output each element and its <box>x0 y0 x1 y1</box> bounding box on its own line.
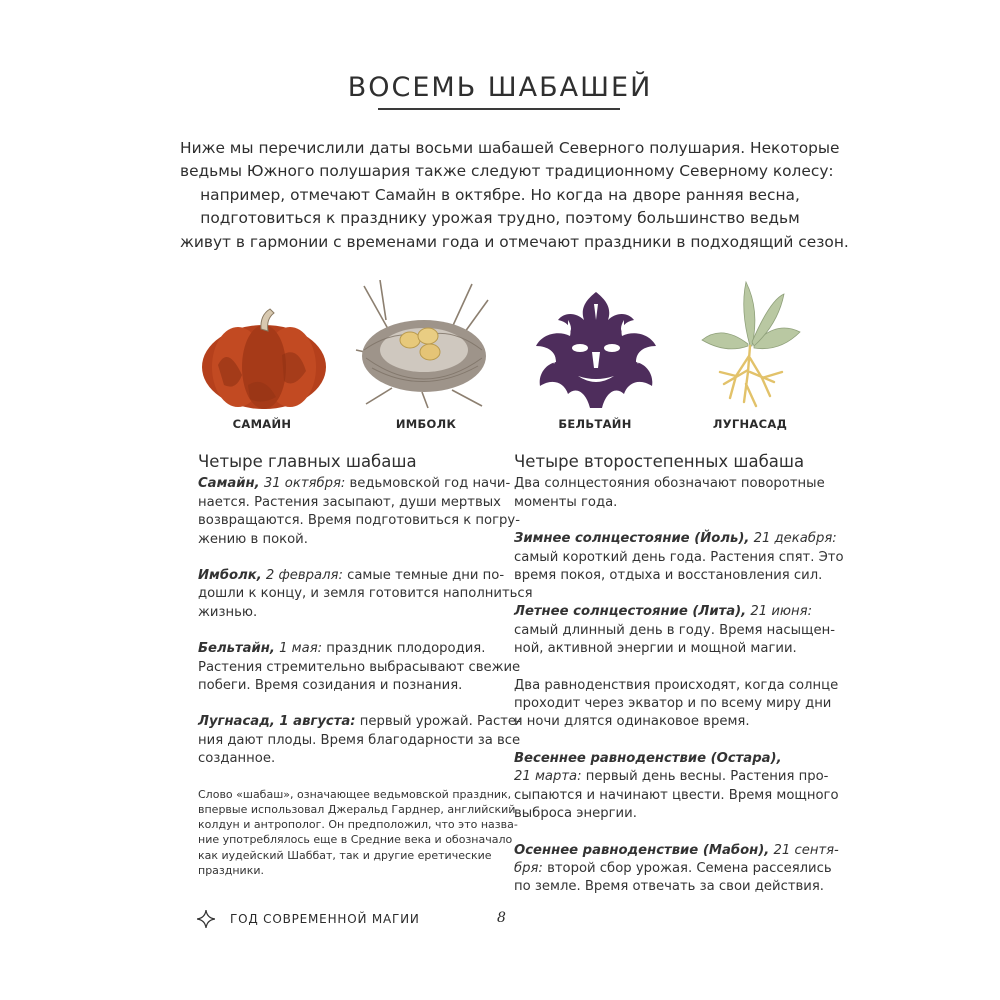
entry-text: самый длинный день в году. Время насыщен- <box>514 622 835 638</box>
illustration-label-imbolc: ИМБОЛК <box>395 417 457 431</box>
samhain-entry <box>198 475 520 549</box>
green-man-icon <box>528 290 664 410</box>
note-line: колдун и антрополог. Он предположил, что это назва- <box>198 818 518 832</box>
entry-text: праздник плодородия. <box>322 641 486 657</box>
lughnasadh-entry <box>198 713 521 768</box>
entry-text: ной, активной энергии и мощной магии. <box>514 641 797 657</box>
imbolc-entry <box>198 567 533 622</box>
intro-line: подготовиться к празднику урожая трудно, поэтому большинство ведьм <box>200 209 800 228</box>
entry-text: ведьмовской год начи- <box>345 476 511 492</box>
note-line: как иудейский Шаббат, так и другие еретические <box>198 848 492 862</box>
entry-text: Два солнцестояния обозначают поворотные <box>514 476 825 492</box>
nest-icon <box>352 280 494 410</box>
entry-term: Зимнее солнцестояние (Йоль), <box>514 531 750 547</box>
entry-term: Бельтайн, <box>198 641 275 657</box>
title-underline <box>378 108 620 110</box>
minor-sabbaths-column <box>514 452 844 915</box>
entry-text: первый день весны. Растения про- <box>581 769 829 785</box>
entry-term: Весеннее равноденствие (Остара), <box>514 750 782 766</box>
sabbath-word-note <box>198 787 518 878</box>
major-sabbaths-column <box>198 452 533 878</box>
pumpkin-icon <box>198 305 330 413</box>
ostara-entry <box>514 750 839 824</box>
beltane-entry <box>198 640 521 695</box>
entry-date: 21 сентя- <box>769 842 839 858</box>
note-line: праздники. <box>198 863 264 877</box>
entry-text: время покоя, отдыха и восстановления сил. <box>514 568 823 584</box>
entry-text: жизнью. <box>198 604 258 620</box>
page-title: ВОСЕМЬ ШАБАШЕЙ <box>347 72 653 103</box>
entry-date: 2 февраля: <box>261 568 343 584</box>
entry-date: 21 декабря: <box>749 531 837 547</box>
entry-text: созданное. <box>198 751 276 767</box>
entry-term: Лугнасад, 1 августа: <box>198 714 356 730</box>
entry-date: 21 марта: <box>514 769 582 785</box>
entry-text: нается. Растения засыпают, души мертвых <box>198 494 501 510</box>
note-line: Слово «шабаш», означающее ведьмовской праздник, <box>198 787 512 801</box>
entry-text: по земле. Время отвечать за свои действия. <box>514 879 824 895</box>
sparkle-icon <box>197 910 215 928</box>
page-footer <box>0 910 1000 930</box>
root-plant-icon <box>700 280 804 410</box>
illustration-label-samhain: САМАЙН <box>232 417 292 431</box>
entry-text: проходит через экватор и по всему миру дни <box>514 696 832 712</box>
entry-text: Два равноденствия происходят, когда солнце <box>514 677 839 693</box>
entry-text: самый короткий день года. Растения спят. Это <box>514 549 844 565</box>
entry-text: Растения стремительно выбрасывают свежие <box>198 659 521 675</box>
entry-date: 21 июня: <box>746 604 813 620</box>
entry-text: возвращаются. Время подготовиться к погру- <box>198 513 520 529</box>
entry-date: бря: <box>514 860 543 876</box>
mabon-entry <box>514 842 839 897</box>
intro-line: Ниже мы перечислили даты восьми шабашей Северного полушария. Некоторые <box>180 139 840 157</box>
book-title: ГОД СОВРЕМЕННОЙ МАГИИ <box>230 912 420 926</box>
entry-text: побеги. Время созидания и познания. <box>198 678 463 694</box>
note-line: впервые использовал Джеральд Гарднер, английский <box>198 802 516 816</box>
entry-term: Летнее солнцестояние (Лита), <box>514 604 747 620</box>
minor-sabbaths-heading: Четыре второстепенных шабаша <box>514 452 805 471</box>
page-number: 8 <box>497 910 506 926</box>
intro-line: например, отмечают Самайн в октябре. Но когда на дворе ранняя весна, <box>200 185 800 204</box>
entry-term: Самайн, <box>198 476 260 492</box>
entry-text: второй сбор урожая. Семена рассеялись <box>542 860 832 876</box>
solstices-intro <box>514 475 825 512</box>
intro-line: ведьмы Южного полушария также следуют традиционному Северному колесу: <box>180 162 834 181</box>
intro-line: живут в гармонии с временами года и отмечают праздники в подходящий сезон. <box>180 232 849 251</box>
intro-paragraph <box>180 137 849 254</box>
entry-date: 31 октября: <box>259 476 346 492</box>
entry-text: ния дают плоды. Время благодарности за все <box>198 732 521 748</box>
entry-text: самые темные дни по- <box>342 568 505 584</box>
illustration-label-beltane: БЕЛЬТАЙН <box>558 417 632 431</box>
entry-term: Имболк, <box>198 568 262 584</box>
entry-text: выброса энергии. <box>514 806 637 822</box>
major-sabbaths-heading: Четыре главных шабаша <box>198 452 417 471</box>
note-line: ние употреблялось еще в Средние века и обозначало <box>198 833 513 847</box>
illustration-label-lughnasadh: ЛУГНАСАД <box>712 417 788 431</box>
litha-entry <box>514 603 835 658</box>
entry-term: Осеннее равноденствие (Мабон), <box>514 842 770 858</box>
yule-entry <box>514 530 844 585</box>
entry-date: 1 мая: <box>274 641 323 657</box>
entry-text: сыпаются и начинают цвести. Время мощного <box>514 787 839 803</box>
equinoxes-intro <box>514 677 839 732</box>
entry-text: дошли к концу, и земля готовится наполниться <box>198 586 533 602</box>
entry-text: первый урожай. Расте- <box>355 714 521 730</box>
entry-text: жению в покой. <box>198 531 308 547</box>
entry-text: моменты года. <box>514 494 618 510</box>
entry-text: и ночи длятся одинаковое время. <box>514 714 750 730</box>
